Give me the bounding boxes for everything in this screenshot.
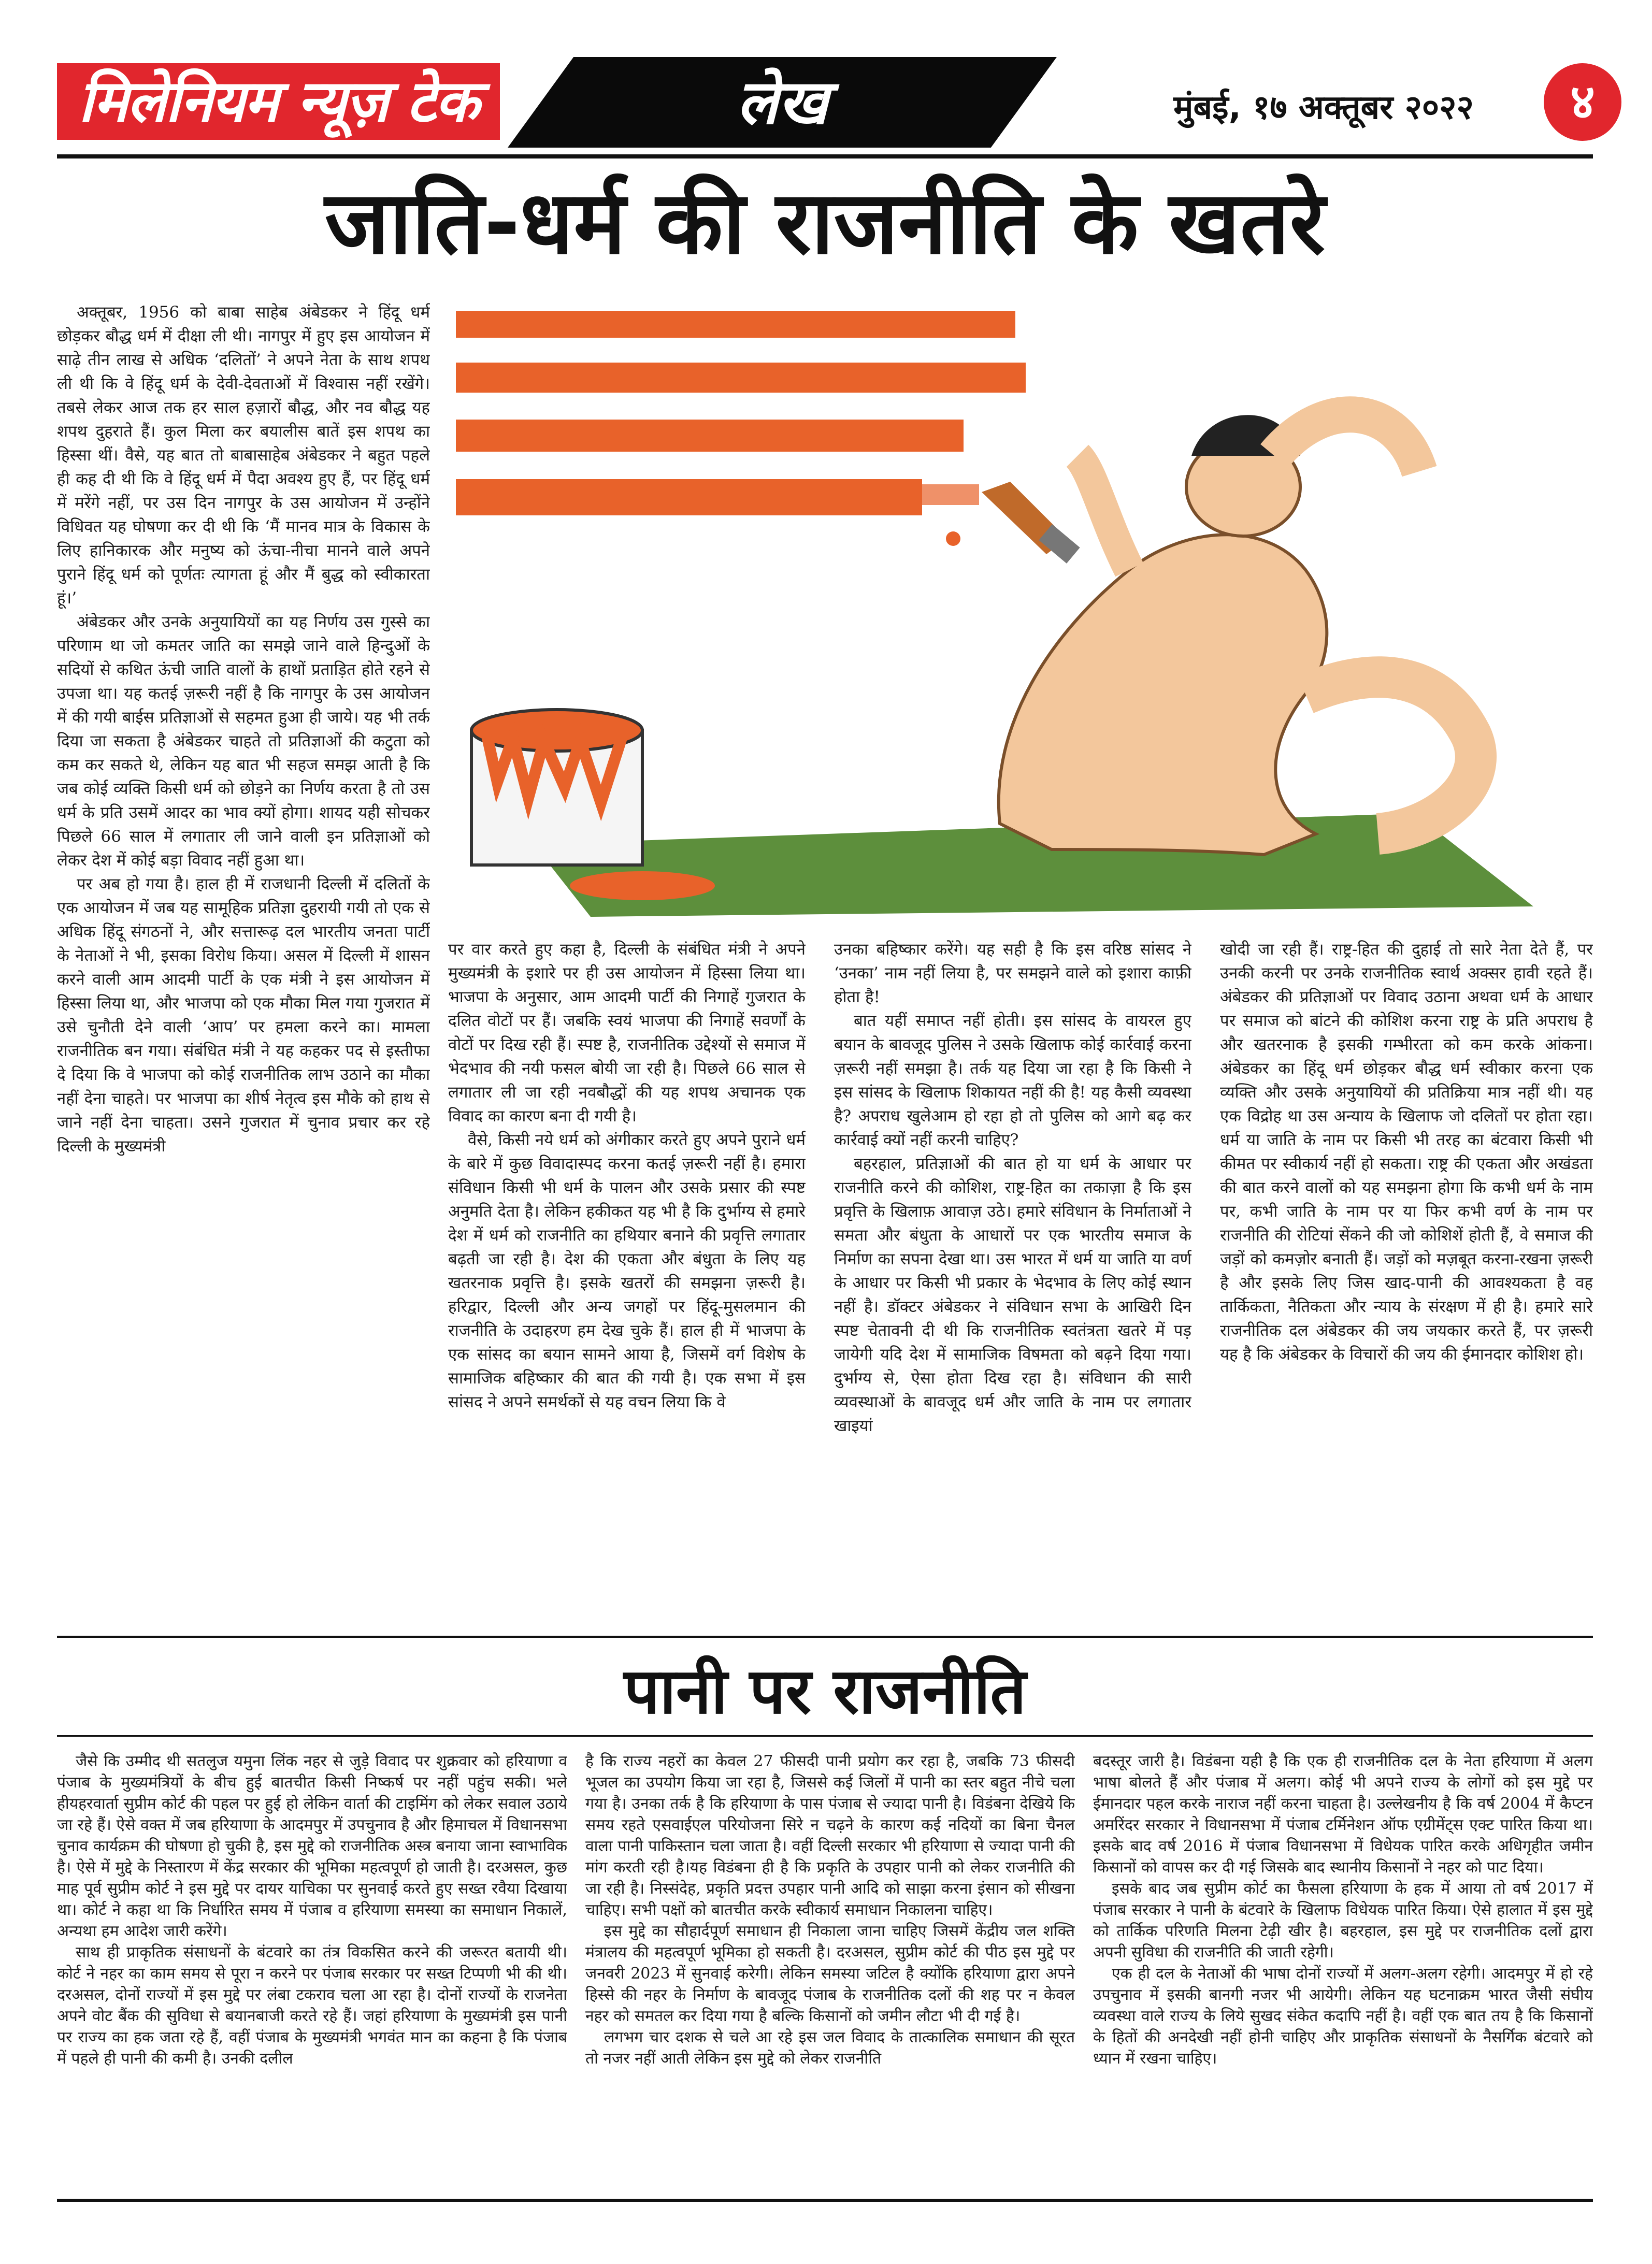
article1-paragraph: पर अब हो गया है। हाल ही में राजधानी दिल्ली में दलितों के एक आयोजन में जब यह सामूहिक प्रतिज्ञा दुहरायी गयी तो एक से अधिक हिंदू संगठनों ने, और सत्तारूढ़ दल भारतीय जनता पार्टी के नेताओं ने भी, इसका विरोध किया। असल में दिल्ली में शासन करने वाली आम आदमी पार्टी के एक मंत्री ने इस आयोजन में हिस्सा लिया था, और भाजपा को एक मौका मिल गया गुजरात में उसे चुनौती देने वाली ‘आप’ पर हमला करने का। मामला राजनीतिक बन गया। संबंधित मंत्री ने यह कहकर पद से इस्तीफा दे दिया कि वे भाजपा को कोई राजनीतिक लाभ उठाने का मौका नहीं देना चाहते। पर भाजपा का शीर्ष नेतृत्व इस मौके को हाथ से जाने नहीं देना चाहता। उसने गुजरात में चुनाव प्रचार कर रहे दिल्ली के मुख्यमंत्री <box>57 875 430 1156</box>
article1-column-1 <box>57 300 430 1626</box>
section-label: लेख <box>736 66 828 138</box>
article2-paragraph: एक ही दल के नेताओं की भाषा दोनों राज्यों में अलग-अलग रहेगी। आदमपुर में हो रहे उपचुनाव में इसकी बानगी नजर भी आयेगी। लेकिन यह घटनाक्रम भारत जैसी संघीय व्यवस्था वाले राज्य के लिये सुखद संकेत कदापि नहीं है। वहीं एक बात तय है कि किसानों के हितों की अनदेखी नहीं होनी चाहिए और प्राकृतिक संसाधनों के नैसर्गिक बंटवारे को ध्यान में रखना चाहिए। <box>1093 1965 1593 2068</box>
article2-paragraph: जैसे कि उम्मीद थी सतलुज यमुना लिंक नहर से जुड़े विवाद पर शुक्रवार को हरियाणा व पंजाब के मुख्यमंत्रियों के बीच हुई बातचीत किसी निष्कर्ष पर नहीं पहुंच सकी। भले हीयहरवार्ता सुप्रीम कोर्ट की पहल पर हुई हो लेकिन वार्ता की टाइमिंग को लेकर सवाल उठाये जा रहे हैं। ऐसे वक्त में जब हरियाणा के आदमपुर में उपचुनाव है और हिमाचल में विधानसभा चुनाव कार्यक्रम की घोषणा हो चुकी है, इस मुद्दे को राजनीतिक अस्त्र बनाया जाना स्वाभाविक है। ऐसे में मुद्दे के निस्तारण में केंद्र सरकार की भूमिका महत्वपूर्ण हो जाती है। दरअसल, कुछ माह पूर्व सुप्रीम कोर्ट ने इस मुद्दे पर दायर याचिका पर सुनवाई करते हुए सख्त रवैया दिखाया था। कोर्ट ने कहा था कि निर्धारित समय में पंजाब व हरियाणा समस्या का समाधान निकालें, अन्यथा हम आदेश जारी करेंगे। <box>57 1752 567 1940</box>
article1-column-3 <box>834 938 1191 1626</box>
paint-stripes <box>456 311 1026 515</box>
masthead-rule <box>57 154 1593 158</box>
newspaper-logo: मिलेनियम न्यूज़ टेक <box>57 63 500 140</box>
article1-paragraph: उनका बहिष्कार करेंगे। यह सही है कि इस वरिष्ठ सांसद ने ‘उनका’ नाम नहीं लिया है, पर समझने वाले को इशारा काफ़ी होता है! <box>834 940 1191 1006</box>
page-bottom-rule <box>57 2199 1593 2202</box>
section-divider <box>57 1636 1593 1638</box>
article2-paragraph: इसके बाद जब सुप्रीम कोर्ट का फैसला हरियाणा के हक में आया तो वर्ष 2017 में पंजाब सरकार ने पानी के बंटवारे के खिलाफ विधेयक पारित किया। ऐसे हालात में इस मुद्दे को तार्किक परिणति मिलना टेढ़ी खीर है। बहरहाल, इस मुद्दे पर राजनीतिक दलों द्वारा अपनी सुविधा की राजनीति की जाती रहेगी। <box>1093 1880 1593 1962</box>
article2-paragraph: बदस्तूर जारी है। विडंबना यही है कि एक ही राजनीतिक दल के नेता हरियाणा में अलग भाषा बोलते हैं और पंजाब में अलग। कोई भी अपने राज्य के लोगों को इस मुद्दे पर ईमानदार पहल करके नाराज नहीं करना चाहता है। उल्लेखनीय है कि वर्ष 2004 में कैप्टन अमरिंदर सरकार ने विधानसभा में पंजाब टर्मिनेशन ऑफ एग्रीमेंट्स एक्ट पारित किया था। इसके बाद वर्ष 2016 में पंजाब विधानसभा में विधेयक पारित करके अधिगृहीत जमीन किसानों को वापस कर दी गई जिसके बाद स्थानीय किसानों ने नहर को पाट दिया। <box>1093 1752 1593 1877</box>
article1-paragraph: बात यहीं समाप्त नहीं होती। इस सांसद के वायरल हुए बयान के बावजूद पुलिस ने उसके खिलाफ कोई कार्रवाई करना ज़रूरी नहीं समझा है। तर्क यह दिया जा रहा है कि किसी ने इस सांसद के खिलाफ शिकायत नहीं की है! यह कैसी व्यवस्था है? अपराध खुलेआम हो रहा हो तो पुलिस को आगे बढ़ कर कार्रवाई क्यों नहीं करनी चाहिए? <box>834 1012 1191 1149</box>
article1-paragraph: बहरहाल, प्रतिज्ञाओं की बात हो या धर्म के आधार पर राजनीति करने की कोशिश, राष्ट्र-हित का तकाज़ा है कि इस प्रवृत्ति के खिलाफ़ आवाज़ उठे। हमारे संविधान के निर्माताओं ने समता और बंधुता के आधारों पर एक भारतीय समाज के निर्माण का सपना देखा था। उस भारत में धर्म या जाति या वर्ण के आधार पर किसी भी प्रकार के भेदभाव के लिए कोई स्थान नहीं है। डॉक्टर अंबेडकर ने संविधान सभा के आखिरी दिन स्पष्ट चेतावनी दी थी कि राजनीतिक स्वतंत्रता खतरे में पड़ जायेगी यदि देश में सामाजिक विषमता को बढ़ने दिया गया। दुर्भाग्य से, ऐसा होता दिख रहा है। संविधान की सारी व्यवस्थाओं के बावजूद धर्म और जाति के नाम पर लगातार खाइयां <box>834 1155 1191 1435</box>
dateline: मुंबई, १७ अक्तूबर २०२२ <box>1173 89 1474 127</box>
yoga-figure <box>999 414 1476 855</box>
article2-column-3 <box>1093 1751 1593 2191</box>
article2-paragraph: इस मुद्दे का सौहार्दपूर्ण समाधान ही निकाला जाना चाहिए जिसमें केंद्रीय जल शक्ति मंत्रालय की महत्वपूर्ण भूमिका हो सकती है। दरअसल, सुप्रीम कोर्ट की पीठ इस मुद्दे पर जनवरी 2023 में सुनवाई करेगी। लेकिन समस्या जटिल है क्योंकि हरियाणा द्वारा अपने हिस्से की नहर के निर्माण के बावजूद पंजाब के राजनीतिक दलों की शह पर न केवल नहर को समतल कर दिया गया है बल्कि किसानों को जमीन लौटा भी दी गई है। <box>585 1922 1075 2025</box>
article2-headline: पानी पर राजनीति <box>624 1654 1026 1728</box>
article1-paragraph: अंबेडकर और उनके अनुयायियों का यह निर्णय उस गुस्से का परिणाम था जो कमतर जाति का समझे जाने वाले हिन्दुओं के सदियों से कथित ऊंची जाति वालों के हाथों प्रताड़ित होते रहने से उपजा था। यह कतई ज़रूरी नहीं है कि नागपुर के उस आयोजन में की गयी बाईस प्रतिज्ञाओं से सहमत हुआ ही जाये। यह भी तर्क दिया जा सकता है अंबेडकर चाहते तो प्रतिज्ञाओं की कटुता को कम कर सकते थे, लेकिन यह बात भी सहज समझ आती है कि जब कोई व्यक्ति किसी धर्म को छोड़ने का निर्णय करता है तो उस धर्म के प्रति उसमें आदर का भाव क्यों होगा। शायद यही सोचकर पिछले 66 साल में लगातार ली जाने वाली इन प्रतिज्ञाओं को लेकर देश में कोई बड़ा विवाद नहीं हुआ था। <box>57 613 430 870</box>
article1-headline: जाति-धर्म की राजनीति के खतरे <box>324 172 1326 273</box>
article1-paragraph: वैसे, किसी नये धर्म को अंगीकार करते हुए अपने पुराने धर्म के बारे में कुछ विवादास्पद करना कतई ज़रूरी नहीं है। हमारा संविधान किसी भी धर्म के पालन और उसके प्रसार की स्पष्ट अनुमति देता है। लेकिन हकीकत यह भी है कि दुर्भाग्य से हमारे देश में धर्म को राजनीति का हथियार बनाने की प्रवृत्ति लगातार बढ़ती जा रही है। देश की एकता और बंधुता के लिए यह खतरनाक प्रवृत्ति है। इसके खतरों की समझना ज़रूरी है। हरिद्वार, दिल्ली और अन्य जगहों पर हिंदू-मुसलमान की राजनीति के उदाहरण हम देख चुके हैं। हाल ही में भाजपा के एक सांसद का बयान सामने आया है, जिसमें वर्ग विशेष के सामाजिक बहिष्कार की बात की गयी है। एक सभा में इस सांसद ने अपने समर्थकों से यह वचन लिया कि वे <box>448 1131 806 1411</box>
article2-column-2 <box>585 1751 1075 2191</box>
article1-paragraph: खोदी जा रही हैं। राष्ट्र-हित की दुहाई तो सारे नेता देते हैं, पर उनकी करनी पर उनके राजनीतिक स्वार्थ अक्सर हावी रहते हैं। अंबेडकर की प्रतिज्ञाओं पर विवाद उठाना अथवा धर्म के आधार पर समाज को बांटने की कोशिश करना राष्ट्र के प्रति अपराध है और खतरनाक है इसकी गम्भीरता को कम करके आंकना।अंबेडकर का हिंदू धर्म छोड़कर बौद्ध धर्म स्वीकार करना एक व्यक्ति और उसके अनुयायियों की प्रतिक्रिया मात्र नहीं थी। यह एक विद्रोह था उस अन्याय के खिलाफ जो दलितों पर होता रहा। धर्म या जाति के नाम पर किसी भी तरह का बंटवारा किसी भी कीमत पर स्वीकार्य नहीं हो सकता। राष्ट्र की एकता और अखंडता की बात करने वालों को यह समझना होगा कि कभी धर्म के नाम पर, कभी जाति के नाम पर या फिर कभी वर्ण के नाम पर राजनीति की रोटियां सेंकने की जो कोशिशें होती हैं, वे समाज की जड़ों को कमज़ोर बनाती हैं। जड़ों को मज़बूत करना-रखना ज़रूरी है और इसके लिए जिस खाद-पानी की आवश्यकता है वह तार्किकता, नैतिकता और न्याय के संरक्षण में ही है। हमारे सारे राजनीतिक दल अंबेडकर की जय जयकार करते हैं, पर ज़रूरी यह है कि अंबेडकर के विचारों की जय की ईमानदार कोशिश हो। <box>1220 940 1593 1364</box>
article2-paragraph: है कि राज्य नहरों का केवल 27 फीसदी पानी प्रयोग कर रहा है, जबकि 73 फीसदी भूजल का उपयोग किया जा रहा है, जिससे कई जिलों में पानी का स्तर बहुत नीचे चला गया है। उनका तर्क है कि हरियाणा के पास पंजाब से ज्यादा पानी है। विडंबना देखिये कि समय रहते एसवाईएल परियोजना सिरे न चढ़ने के कारण कई नदियों का बिना चैनल वाला पानी पाकिस्तान चला जाता है। वहीं दिल्ली सरकार भी हरियाणा से ज्यादा पानी की मांग करती रही है।यह विडंबना ही है कि प्रकृति के उपहार पानी को लेकर राजनीति की जा रही है। निस्संदेह, प्रकृति प्रदत्त उपहार पानी आदि को साझा करना इंसान को सीखना चाहिए। सभी पक्षों को बातचीत करके स्वीकार्य समाधान निकालना चाहिए। <box>585 1752 1075 1919</box>
page-number: ४ <box>1544 63 1621 141</box>
cartoon-illustration <box>456 300 1593 922</box>
article2-paragraph: साथ ही प्राकृतिक संसाधनों के बंटवारे का तंत्र विकसित करने की जरूरत बतायी थी। कोर्ट ने नहर का काम समय से पूरा न करने पर पंजाब सरकार पर सख्त टिप्पणी भी की थी। दरअसल, दोनों राज्यों में इस मुद्दे पर लंबा टकराव चला आ रहा है। दोनों राज्यों के राजनेता अपने वोट बैंक की सुविधा से बयानबाजी करते रहे हैं। जहां हरियाणा के मुख्यमंत्री इस पानी पर राज्य का हक जता रहे हैं, वहीं पंजाब के मुख्यमंत्री भगवंत मान का कहना है कि पंजाब में पहले ही पानी की कमी है। उनकी दलील <box>57 1943 567 2068</box>
article2-paragraph: लगभग चार दशक से चले आ रहे इस जल विवाद के तात्कालिक समाधान की सूरत तो नजर नहीं आती लेकिन इस मुद्दे को लेकर राजनीति <box>585 2028 1075 2068</box>
headline-rule <box>57 1735 1593 1737</box>
article1-column-2 <box>448 938 806 1626</box>
article1-paragraph: पर वार करते हुए कहा है, दिल्ली के संबंधित मंत्री ने अपने मुख्यमंत्री के इशारे पर ही उस आयोजन में हिस्सा लिया था। भाजपा के अनुसार, आम आदमी पार्टी की निगाहें गुजरात के दलित वोटों पर हैं। जबकि स्वयं भाजपा की निगाहें सवर्णों के वोटों पर दिख रही हैं। स्पष्ट है, राजनीतिक उद्देश्यों से समाज में भेदभाव की नयी फसल बोयी जा रही है। पिछले 66 साल से लगातार ली जा रही नवबौद्धों की यह शपथ अचानक एक विवाद का कारण बना दी गयी है। <box>448 940 806 1126</box>
article1-column-4 <box>1220 938 1593 1626</box>
article2-column-1 <box>57 1751 567 2191</box>
article1-paragraph: अक्तूबर, 1956 को बाबा साहेब अंबेडकर ने हिंदू धर्म छोड़कर बौद्ध धर्म में दीक्षा ली थी। नागपुर में हुए इस आयोजन में साढ़े तीन लाख से अधिक ‘दलितों’ ने अपने नेता के साथ शपथ ली थी कि वे हिंदू धर्म के देवी-देवताओं में विश्वास नहीं रखेंगे। तबसे लेकर आज तक हर साल हज़ारों बौद्ध, और नव बौद्ध यह शपथ दुहराते हैं। कुल मिला कर बयालीस बातें इस शपथ का हिस्सा थीं। वैसे, यह बात तो बाबासाहेब अंबेडकर ने बहुत पहले ही कह दी थी कि वे हिंदू धर्म में पैदा अवश्य हुए हैं, पर हिंदू धर्म में मरेंगे नहीं, पर उस दिन नागपुर के उस आयोजन में उन्होंने विधिवत यह घोषणा कर दी थी कि ‘मैं मानव मात्र के विकास के लिए हानिकारक और मनुष्य को ऊंचा-नीचा मानने वाले अपने पुराने हिंदू धर्म को पूर्णतः त्यागता हूं और मैं बुद्ध को स्वीकारता हूं।’ <box>57 303 430 608</box>
masthead <box>57 57 1593 148</box>
